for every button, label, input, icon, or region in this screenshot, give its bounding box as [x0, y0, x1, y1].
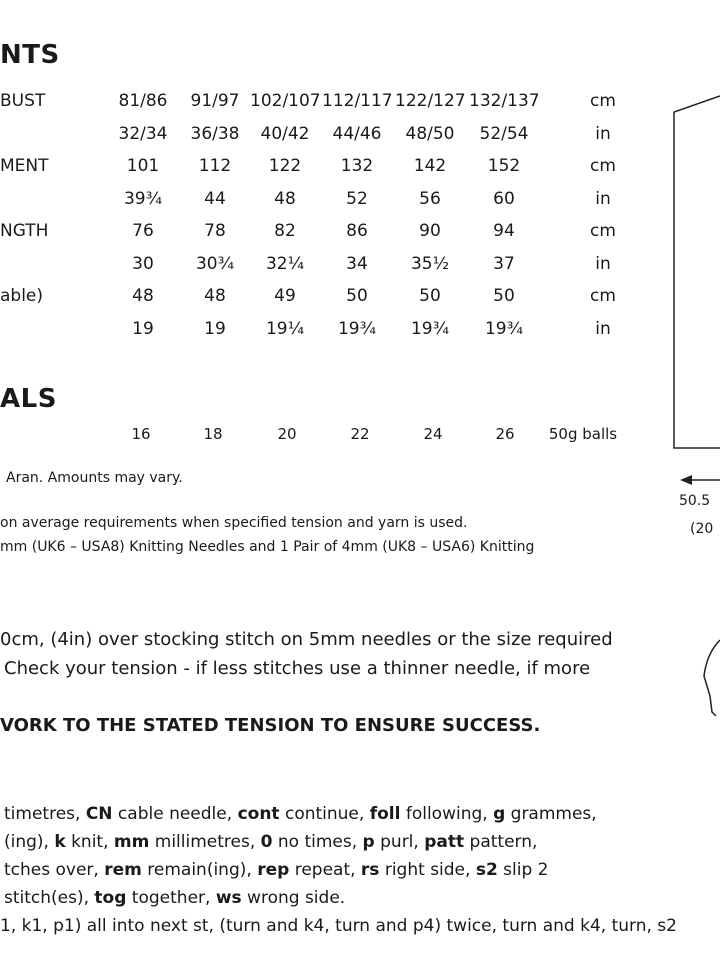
measurement-cell: 50 [346, 286, 368, 306]
measurement-cell: 142 [413, 156, 447, 176]
measurement-cell: 44 [204, 188, 226, 209]
abbreviation-text: pattern, [464, 832, 538, 852]
abbreviation-term: cont [237, 804, 280, 824]
measurement-cell: 19¼ [265, 318, 305, 339]
abbreviation-text: no times, [272, 832, 363, 852]
abbreviation-term: ws [215, 888, 242, 908]
measurement-unit: in [595, 188, 611, 209]
measurement-cell: 112/117 [322, 91, 393, 111]
materials-note-2: mm (UK6 – USA8) Knitting Needles and 1 Pair of 4mm (UK8 – USA6) Knitting [0, 539, 535, 555]
abbreviation-text: right side, [379, 860, 476, 880]
abbreviation-text: tches over, [4, 860, 105, 880]
measurement-cell: 94 [493, 221, 515, 241]
measurement-cell: 78 [204, 221, 226, 241]
abbreviation-text: together, [126, 888, 216, 908]
measurement-unit: in [595, 253, 611, 274]
measurement-cell: 101 [126, 156, 160, 176]
measurement-cell: 19 [204, 318, 226, 339]
measurement-cell: 50 [419, 286, 441, 306]
measurement-cell: 60 [493, 188, 515, 209]
measurement-cell: 39¾ [123, 188, 163, 209]
abbreviation-line [0, 916, 677, 936]
abbreviation-term: s2 [475, 860, 498, 880]
measurement-cell: 56 [419, 188, 441, 209]
abbreviation-text: 1, k1, p1) all into next st, (turn and k4, turn and p4) twice, turn and k4, turn, s2 [0, 916, 677, 936]
abbreviation-line [4, 832, 537, 852]
materials-note-1: on average requirements when specified tension and yarn is used. [0, 515, 468, 531]
width-label-cm: 50.5 [679, 493, 711, 509]
abbreviation-text: following, [400, 804, 494, 824]
measurement-unit: in [595, 318, 611, 339]
abbreviation-term: rem [104, 860, 142, 880]
measurement-cell: 19¾ [484, 318, 524, 339]
measurement-cell: 122/127 [395, 91, 466, 111]
tension-line-1: 0cm, (4in) over stocking stitch on 5mm needles or the size required [0, 629, 613, 650]
measurement-cell: 91/97 [190, 91, 240, 111]
measurement-label: NGTH [0, 221, 49, 241]
measurement-cell: 48 [132, 286, 154, 306]
measurement-cell: 52 [346, 188, 368, 209]
measurement-cell: 19¾ [337, 318, 377, 339]
yarn-quantity: 26 [495, 425, 515, 443]
abbreviation-term: patt [424, 832, 465, 852]
abbreviation-text: knit, [65, 832, 114, 852]
yarn-quantity: 16 [131, 425, 151, 443]
abbreviation-text: stitch(es), [4, 888, 95, 908]
yarn-quantity: 22 [350, 425, 370, 443]
measurement-label: MENT [0, 156, 49, 176]
measurement-cell: 30¾ [195, 253, 235, 274]
measurement-cell: 19 [132, 318, 154, 339]
abbreviation-text: wrong side. [241, 888, 346, 908]
yarn-quantity: 18 [203, 425, 223, 443]
abbreviation-line [4, 804, 597, 824]
measurement-cell: 48 [204, 286, 226, 306]
measurement-cell: 32/34 [118, 123, 168, 144]
measurement-unit: cm [590, 221, 616, 241]
measurement-unit: in [595, 123, 611, 144]
abbreviation-text: cable needle, [112, 804, 238, 824]
tension-warning: VORK TO THE STATED TENSION TO ENSURE SUCCESS. [0, 715, 541, 736]
abbreviation-text: grammes, [505, 804, 597, 824]
sleeve-outline [704, 640, 720, 716]
measurement-unit: cm [590, 286, 616, 306]
abbreviation-text: millimetres, [149, 832, 261, 852]
measurement-cell: 102/107 [250, 91, 321, 111]
measurement-cell: 35½ [410, 253, 450, 274]
abbreviation-term: rs [360, 860, 380, 880]
abbreviation-term: 0 [260, 832, 273, 852]
measurement-cell: 132 [340, 156, 374, 176]
abbreviation-term: mm [113, 832, 150, 852]
measurement-cell: 122 [268, 156, 302, 176]
measurement-cell: 50 [493, 286, 515, 306]
measurement-cell: 86 [346, 221, 368, 241]
measurement-label: able) [0, 286, 44, 306]
measurement-cell: 81/86 [118, 91, 168, 111]
measurement-cell: 32¼ [265, 253, 305, 274]
abbreviation-line [4, 888, 345, 908]
measurements-heading: NTS [0, 40, 60, 70]
measurement-cell: 40/42 [260, 123, 310, 144]
measurement-cell: 90 [419, 221, 441, 241]
measurement-unit: cm [590, 156, 616, 176]
abbreviation-text: purl, [374, 832, 425, 852]
abbreviation-text: continue, [279, 804, 370, 824]
yarn-quantity: 24 [423, 425, 443, 443]
measurement-cell: 30 [132, 253, 154, 274]
abbreviation-text: timetres, [4, 804, 86, 824]
measurement-cell: 44/46 [332, 123, 382, 144]
tension-line-2: Check your tension - if less stitches use a thinner needle, if more [4, 658, 591, 679]
abbreviation-term: g [493, 804, 506, 824]
abbreviation-term: foll [369, 804, 401, 824]
measurement-cell: 52/54 [479, 123, 529, 144]
yarn-unit: 50g balls [548, 425, 618, 443]
measurement-unit: cm [590, 91, 616, 111]
measurement-cell: 76 [132, 221, 154, 241]
abbreviation-text: (ing), [4, 832, 55, 852]
measurement-label: BUST [0, 91, 46, 111]
materials-heading: ALS [0, 384, 57, 414]
yarn-quantity: 20 [277, 425, 297, 443]
measurement-cell: 82 [274, 221, 296, 241]
abbreviation-term: k [54, 832, 66, 852]
measurement-cell: 34 [346, 253, 368, 274]
width-label-in: (20 [690, 521, 714, 537]
measurement-cell: 112 [198, 156, 232, 176]
arrow-head-icon [680, 475, 692, 485]
measurement-cell: 19¾ [410, 318, 450, 339]
measurement-cell: 36/38 [190, 123, 240, 144]
measurement-cell: 48 [274, 188, 296, 209]
measurement-cell: 49 [274, 286, 296, 306]
yarn-note: Aran. Amounts may vary. [6, 470, 183, 486]
measurement-cell: 37 [493, 253, 515, 274]
abbreviation-term: CN [85, 804, 113, 824]
measurement-cell: 48/50 [405, 123, 455, 144]
abbreviation-text: slip 2 [497, 860, 549, 880]
garment-body-outline [674, 96, 720, 448]
measurement-cell: 132/137 [469, 91, 540, 111]
abbreviation-term: rep [257, 860, 290, 880]
abbreviation-term: tog [94, 888, 127, 908]
abbreviation-text: repeat, [289, 860, 361, 880]
abbreviation-text: remain(ing), [141, 860, 258, 880]
measurement-cell: 152 [487, 156, 521, 176]
abbreviation-line [4, 860, 549, 880]
abbreviation-term: p [362, 832, 375, 852]
